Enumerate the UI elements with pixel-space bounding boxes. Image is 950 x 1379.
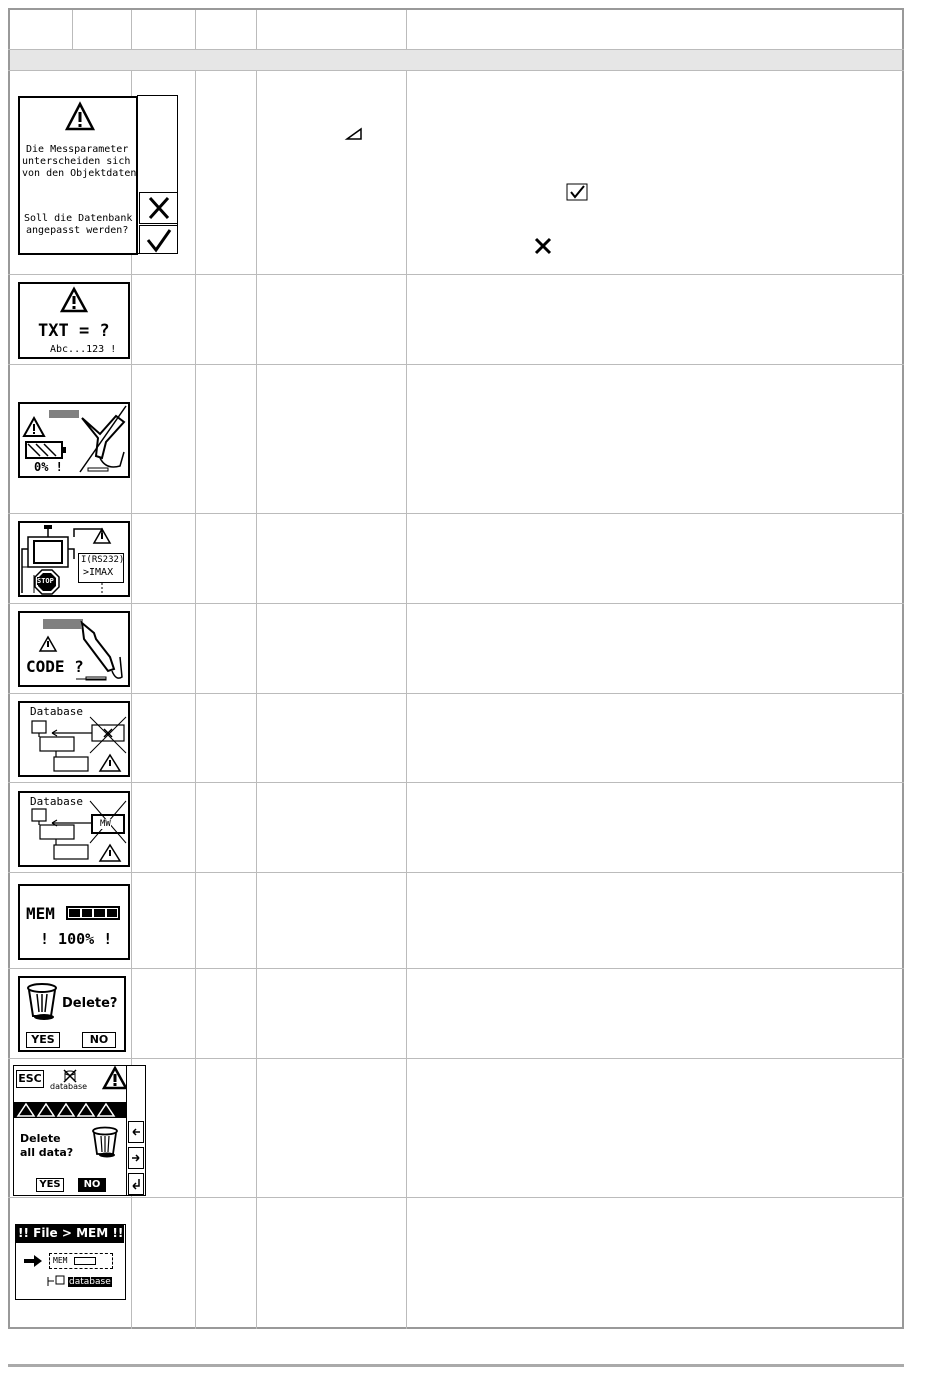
text-hint: Abc...123 ! [50,344,117,355]
softkey-column [137,95,178,254]
warning-triangle-icon [60,287,88,313]
lcd-delete-all [13,1065,127,1196]
message-line: von den Objektdaten [22,168,137,179]
limit-label: >IMAX [83,567,114,578]
trash-icon [24,982,60,1020]
code-prompt: CODE ? [26,657,84,676]
database-title: Database [30,795,83,808]
battery-level: 0% ! [34,460,63,474]
row-divider [8,1058,904,1059]
database-crossed-icon [63,1069,77,1083]
lcd-file-to-mem [15,1224,126,1300]
lcd-interface-current [18,521,130,597]
memory-gauge [66,906,120,920]
column-divider [195,10,196,49]
check-icon [146,228,172,252]
memory-percent: ! 100% ! [40,930,113,948]
arrow-right-key[interactable] [128,1147,144,1169]
cross-icon [534,237,552,255]
file-mem-title: !! File > MEM !! [18,1226,124,1240]
enter-key[interactable] [128,1173,144,1195]
database-label: database [50,1082,88,1091]
delete-all-line: all data? [20,1146,74,1159]
lcd-database-structure [18,701,130,777]
cross-icon [147,196,171,220]
column-divider [256,10,257,49]
tree-diagram-icon [20,793,128,865]
message-line: unterscheiden sich [22,156,131,167]
warning-triangle-icon [102,1066,127,1090]
cancel-key[interactable] [139,192,178,224]
row-divider [8,603,904,604]
yes-button[interactable]: YES [36,1178,64,1192]
column-divider [406,70,407,1329]
arrow-right-icon [131,1152,141,1164]
confirm-key[interactable] [139,225,178,254]
lcd-database-structure-mw [18,791,130,867]
row-divider [8,513,904,514]
database-label: database [69,1277,111,1287]
database-title: Database [30,705,83,718]
mem-slot-label: MEM [53,1256,68,1265]
yes-button[interactable]: YES [26,1032,60,1048]
lcd-db-mismatch [18,96,138,255]
row-divider [8,364,904,365]
mem-mini-gauge [74,1257,96,1265]
no-button[interactable]: NO [82,1032,116,1048]
row-divider [8,1197,904,1198]
row-divider [8,968,904,969]
header-row-divider [8,49,904,50]
stop-label: STOP [37,577,54,585]
column-divider [131,10,132,49]
lcd-barcode-prompt [18,611,130,687]
column-divider [256,70,257,1329]
section-band [10,50,902,70]
mem-slot [49,1253,113,1269]
enter-icon [131,1178,141,1190]
tree-branch-icon [46,1273,68,1287]
no-button[interactable]: NO [78,1178,106,1192]
footer-rule [8,1364,904,1367]
warning-triangle-icon [65,102,95,132]
row-divider [8,274,904,275]
lcd-text-entry [18,282,130,359]
column-divider [406,10,407,49]
question-line: angepasst werden? [26,225,129,236]
interface-label: I(RS232) [81,555,125,565]
check-icon [566,183,588,201]
softkey-column [127,1065,146,1196]
mem-label: MEM [26,904,55,923]
lcd-scanner-battery [18,402,130,478]
triangle-marker-icon [346,128,362,140]
text-prompt: TXT = ? [38,321,110,341]
row-divider [8,872,904,873]
esc-button[interactable]: ESC [16,1070,44,1088]
current-limit-box [78,553,124,583]
lcd-memory-full [18,884,130,960]
delete-all-line: Delete [20,1132,61,1145]
arrow-left-key[interactable] [128,1121,144,1143]
lcd-delete-prompt [18,976,126,1052]
message-line: Die Messparameter [26,144,129,155]
trash-icon [90,1126,120,1158]
column-divider [72,10,73,49]
row-divider [8,693,904,694]
delete-question: Delete? [62,996,118,1011]
question-line: Soll die Datenbank [24,213,133,224]
arrow-right-icon [24,1255,42,1267]
column-divider [195,70,196,1329]
tree-diagram-icon [20,703,128,775]
row-divider [8,70,904,71]
warning-bar [14,1102,126,1118]
arrow-left-icon [131,1126,141,1138]
row-divider [8,782,904,783]
mw-label: MW [100,819,111,829]
